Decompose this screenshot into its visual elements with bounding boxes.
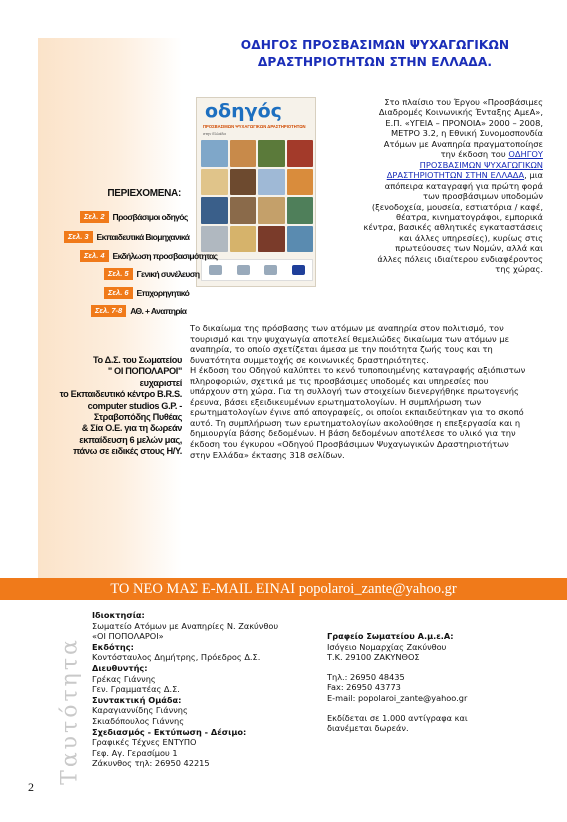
thank-you-note — [42, 355, 182, 458]
collage-photo — [258, 226, 285, 253]
contact-value: Τ.Κ. 29100 ΖΑΚΥΝΘΟΣ — [327, 652, 420, 663]
article-paragraph: Η έκδοση του Οδηγού καλύπτει το κενό τυποποιημένης καταγραφής αξιόπιστων πληροφοριών, σχετικά με τις προσβάσιμες υποδομές και υπηρεσίες που υπάρχουν στη χώρα. Για τη συλλογή των στοιχείων διενεργήθηκε πρωτογενής έρευνα, βάσει εξειδικευμένων ερωτηματολογίων. Η συμπλήρωση των ερωτηματολογίων έγινε από απογραφείς, οι οποίοι εκπαιδεύτηκαν για το σκοπό αυτό. Τη συμπλήρωση των ερωτηματολογίων ακολούθησε η επεξεργασία και η δημιουργία βάσης δεδομένων. Η βάση δεδομένων αποτέλεσε το υλικό για την έκδοση του έγκυρου «Οδηγού Προσβάσιμων Ψυχαγωγικών Δραστηριοτήτων στην Ελλάδα» έκτασης 318 σελίδων. — [190, 365, 526, 460]
thanks-line: Στραβοπόδης Πυθέας — [93, 412, 182, 423]
credits-label: Εκδότης: — [92, 641, 134, 652]
office-contact-block — [327, 631, 468, 734]
guide-title-link: ΟΔΗΓΟΥ — [508, 149, 543, 160]
spacer — [327, 663, 468, 672]
credits-label: Ιδιοκτησία: — [92, 610, 145, 620]
toc-page-badge: Σελ. 6 — [104, 287, 133, 299]
credits-value: Κοντόσταυλος Δημήτρης, Πρόεδρος Δ.Σ. — [92, 652, 261, 663]
toc-label: ΑΘ. + Αναπηρία — [130, 306, 187, 316]
article-body — [190, 323, 530, 460]
intro-line: ΜΕΤΡΟ 3.2, η Εθνική Συνομοσπονδία — [391, 128, 543, 139]
toc-item[interactable] — [104, 287, 189, 299]
article-paragraph: Το δικαίωμα της πρόσβασης των ατόμων με αναπηρία στον πολιτισμό, τον τουρισμό και την ψυχαγωγία αποτελεί θεμελιώδες δικαίωμα των ατόμων με αναπηρία, το οποίο σχετίζεται άμεσα με την ποιότητα ζωής τους και τη δυνατότητα συμμετοχής σε κοινωνικές δραστηριότητες. — [190, 323, 510, 365]
toc-item[interactable] — [104, 268, 200, 280]
spacer — [327, 704, 468, 713]
collage-photo — [287, 169, 314, 196]
collage-photo — [287, 140, 314, 167]
credits-label: Σχεδιασμός - Εκτύπωση - Δέσιμο: — [92, 726, 247, 737]
guide-title-link: ΠΡΟΣΒΑΣΙΜΩΝ ΨΥΧΑΓΩΓΙΚΩΝ — [419, 159, 543, 170]
toc-page-badge: Σελ. 5 — [104, 268, 133, 280]
cover-subtitle: ΠΡΟΣΒΑΣΙΜΩΝ ΨΥΧΑΓΩΓΙΚΩΝ ΔΡΑΣΤΗΡΙΟΤΗΤΩΝ — [203, 124, 306, 129]
credits-value: Γραφικές Τέχνες ΕΝΤΥΠΟ — [92, 737, 197, 748]
toc-label: Επιχορηγητικό — [136, 288, 190, 298]
intro-paragraph — [322, 97, 543, 275]
toc-label: Εκδήλωση προσβασιμότητας — [112, 251, 218, 261]
credits-value: Καραγιαννίδης Γιάννης — [92, 705, 188, 716]
contents-heading: ΠΕΡΙΕΧΟΜΕΝΑ: — [107, 188, 181, 199]
intro-line: και άλλες υπηρεσίες), κυρίως στις — [399, 232, 543, 243]
contact-phone: Τηλ.: 26950 48435 — [327, 671, 405, 682]
credits-label: Διευθυντής: — [92, 662, 148, 673]
guide-title-link: ΔΡΑΣΤΗΡΙΟΤΗΤΩΝ ΣΤΗΝ ΕΛΛΑΔΑ — [386, 170, 525, 181]
collage-photo — [230, 169, 257, 196]
distribution-note: διανέμεται δωρεάν. — [327, 723, 409, 734]
masthead-credits — [92, 610, 278, 769]
credits-value: Σωματείο Ατόμων με Αναπηρίες Ν. Ζακύνθου — [92, 620, 279, 631]
intro-line: Ε.Π. «ΥΓΕΙΑ – ΠΡΟΝΟΙΑ» 2000 – 2008, — [385, 117, 543, 128]
intro-line: πρωτεύουσες των Νομών, αλλά και — [395, 243, 543, 254]
intro-line: των προσβάσιμων υποδομών — [422, 191, 543, 202]
toc-label: Γενική συνέλευση — [136, 269, 200, 279]
article-title-line-2: ΔΡΑΣΤΗΡΙΟΤΗΤΩΝ ΣΤΗΝ ΕΛΛΑΔΑ. — [257, 55, 493, 69]
intro-text: την έκδοση του — [440, 149, 509, 160]
credits-value: Γρέκας Γιάννης — [92, 673, 156, 684]
intro-line: (ξενοδοχεία, μουσεία, εστιατόρια / καφέ, — [371, 201, 543, 212]
masthead-vertical-title — [52, 622, 88, 800]
intro-line — [322, 170, 543, 180]
intro-text: , μια — [524, 170, 543, 181]
toc-page-badge: Σελ. 4 — [80, 250, 109, 262]
thanks-line: ευχαριστεί — [139, 377, 182, 388]
credits-value: Γεν. Γραμματέας Δ.Σ. — [92, 684, 180, 695]
contact-fax: Fax: 26950 43773 — [327, 682, 401, 693]
intro-line: Ατόμων με Αναπηρία πραγματοποίησε — [383, 138, 543, 149]
thanks-line: Το Δ.Σ. του Σωματείου — [92, 355, 182, 365]
thanks-line: πάνω σε ειδικές στους Η/Υ. — [73, 446, 182, 457]
collage-photo — [201, 169, 228, 196]
toc-label: Προσβάσιμοι οδηγός — [112, 212, 188, 222]
collage-photo — [230, 226, 257, 253]
distribution-note: Εκδίδεται σε 1.000 αντίγραφα και — [327, 712, 468, 723]
intro-line: της χώρας. — [495, 264, 543, 275]
thanks-line: εκπαίδευση 6 μελών μας, — [79, 434, 182, 445]
collage-photo — [287, 226, 314, 253]
thanks-line: & Σία Ο.Ε. για τη δωρεάν — [81, 423, 182, 434]
sponsor-logo — [237, 265, 250, 275]
thanks-line: computer studios G.P. - — [87, 400, 182, 411]
page-number: 2 — [28, 780, 34, 794]
thanks-line: " ΟΙ ΠΟΠΟΛΑΡΟΙ" — [107, 366, 182, 377]
toc-item[interactable] — [80, 211, 188, 223]
intro-line: Στο πλαίσιο του Έργου «Προσβάσιμες — [384, 97, 543, 107]
collage-photo — [201, 140, 228, 167]
toc-page-badge: Σελ. 3 — [64, 231, 93, 243]
toc-page-badge: Σελ. 7-8 — [91, 305, 126, 317]
toc-page-badge: Σελ. 2 — [80, 211, 109, 223]
intro-line: κέντρα, βασικές αθλητικές εγκαταστάσεις — [363, 222, 543, 233]
credits-value: Ζάκυνθος τηλ: 26950 42215 — [92, 758, 210, 769]
contact-email[interactable]: E-mail: popolaroi_zante@yahoo.gr — [327, 692, 468, 703]
credits-value: Σκιαδόπουλος Γιάννης — [92, 715, 184, 726]
cover-photo-collage — [201, 140, 313, 252]
collage-photo — [287, 197, 314, 224]
intro-line: άλλες πόλεις ιδιαίτερου ενδιαφέροντος — [377, 253, 543, 264]
collage-photo — [258, 140, 285, 167]
credits-value: «ΟΙ ΠΟΠΟΛΑΡΟΙ» — [92, 631, 164, 642]
collage-photo — [230, 197, 257, 224]
cover-sponsor-logos — [201, 259, 313, 281]
collage-photo — [258, 197, 285, 224]
intro-line: Διαδρομές Κοινωνικής Ένταξης ΑμεΑ», — [378, 107, 543, 118]
article-title — [200, 37, 550, 71]
masthead-vertical-text: Ταυτότητα — [57, 637, 83, 785]
sponsor-logo — [209, 265, 222, 275]
toc-item[interactable] — [91, 305, 186, 317]
eu-flag-logo — [292, 265, 305, 275]
article-title-line-1: ΟΔΗΓΟΣ ΠΡΟΣΒΑΣΙΜΩΝ ΨΥΧΑΓΩΓΙΚΩΝ — [240, 38, 510, 52]
contact-value: Ισόγειο Νομαρχίας Ζακύνθου — [327, 641, 447, 652]
cover-title: οδηγός — [205, 100, 282, 122]
thanks-line: το Εκπαιδευτικό κέντρο B.R.S. — [59, 389, 182, 400]
intro-line: θέατρα, κινηματογράφοι, εμπορικά — [396, 211, 543, 222]
email-banner-text: ΤΟ ΝΕΟ ΜΑΣ E-MAIL ΕΙΝΑΙ popolaroi_zante@yahoo.gr — [110, 581, 457, 597]
credits-label: Συντακτική Ομάδα: — [92, 694, 182, 705]
toc-label: Εκπαιδευτικά Βιομηχανικά — [96, 232, 190, 242]
toc-item[interactable] — [80, 250, 217, 262]
collage-photo — [258, 169, 285, 196]
sponsor-logo — [264, 265, 277, 275]
intro-line: απόπειρα καταγραφή για πρώτη φορά — [384, 180, 543, 191]
toc-item[interactable] — [64, 231, 189, 243]
collage-photo — [230, 140, 257, 167]
contact-label: Γραφείο Σωματείου Α.μ.ε.Α: — [327, 631, 454, 641]
collage-photo — [201, 197, 228, 224]
intro-line — [322, 149, 543, 159]
cover-subtitle-2: στην Ελλάδα — [203, 131, 226, 136]
credits-value: Γεφ. Αγ. Γερασίμου 1 — [92, 747, 178, 758]
collage-photo — [201, 226, 228, 253]
